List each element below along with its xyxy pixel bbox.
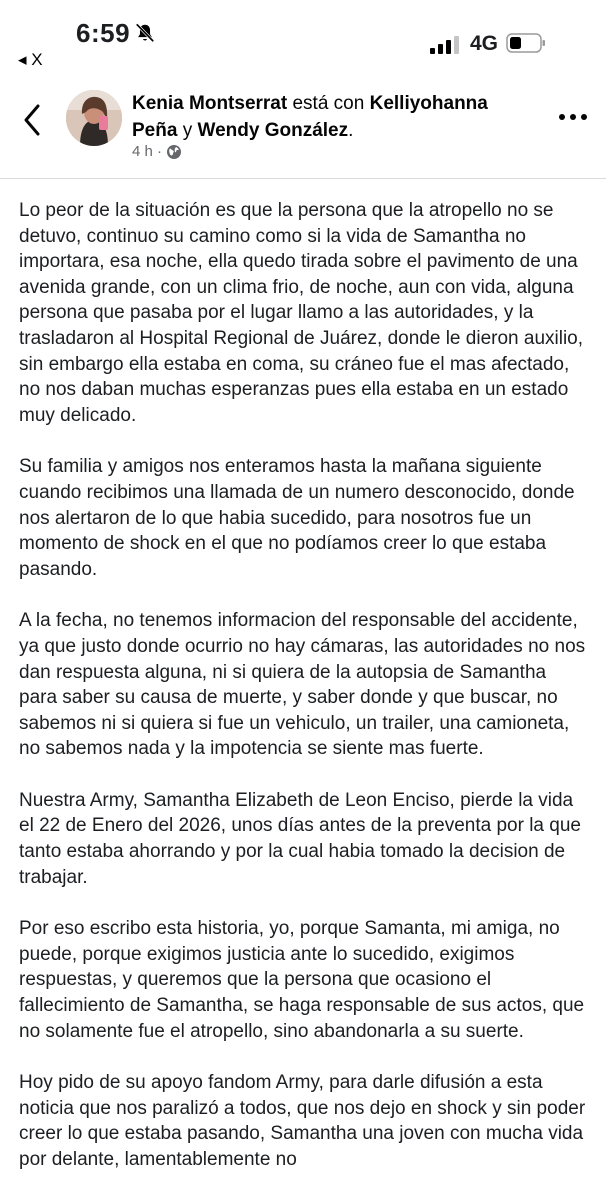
tagged-user-link-2[interactable]: Wendy González	[197, 120, 349, 141]
post-paragraph: Por eso escribo esta historia, yo, porque Samanta, mi amiga, no puede, porque exigimos justicia ante lo sucedido, exigimos respuestas, y queremos que la persona que ocasiono el fallecimiento de Samantha, se haga responsable de sus actos, que no solamente fue el atropello, sino abandonarla a su suerte.	[19, 918, 585, 1042]
post-paragraph: Hoy pido de su apoyo fandom Army, para darle difusión a esta noticia que nos paralizó a todos, que nos dejo en shock y sin poder creer lo que estaba pasando, Samantha una joven con mucha vida por delante, lamentablemente no	[19, 1072, 586, 1170]
globe-icon	[166, 144, 182, 160]
author-name-link[interactable]: Kenia Montserrat	[132, 93, 288, 114]
post-paragraph: Su familia y amigos nos enteramos hasta la mañana siguiente cuando recibimos una llamada de un numero desconocido, donde nos alertaron de lo que habia sucedido, para nosotros fue un momento de shock en el que no podíamos creer lo que estaba pasando.	[19, 456, 575, 580]
post-time[interactable]: 4 h ·	[132, 143, 163, 160]
status-time: 6:59	[76, 18, 131, 48]
post-paragraph: A la fecha, no tenemos informacion del responsable del accidente, ya que justo donde ocurrio no hay cámaras, las autoridades no nos dan respuesta alguna, ni si quiera de la autopsia de Samantha para saber su causa de muerte, y saber donde y que buscar, no sabemos ni si quiera si fue un vehiculo, un trailer, una camioneta, no sabemos nada y la impotencia se siente mas fuerte.	[19, 610, 586, 760]
status-bar	[0, 0, 606, 80]
post-paragraph: Lo peor de la situación es que la persona que la atropello no se detuvo, continuo su camino como si la vida de Samantha no importara, esa noche, ella quedo tirada sobre el pavimento de una avenida grande, con un clima frio, de noche, aun con vida, alguna persona que pasaba por el lugar llamo a las autoridades, y la trasladaron al Hospital Regional de Juárez, donde le dieron auxilio, sin embargo ella estaba en coma, su cráneo fue el mas afectado, no nos daban muchas esperanzas pues ella estaba en un estado muy delicado.	[19, 200, 584, 426]
post-body	[19, 198, 589, 1199]
battery-icon	[506, 33, 546, 53]
author-avatar[interactable]	[66, 90, 122, 146]
tagged-user-link-1[interactable]: Kelliyohanna Peña	[132, 93, 488, 141]
and-text: y	[182, 120, 193, 141]
post-meta	[132, 143, 182, 160]
title-end-punct: .	[348, 120, 354, 141]
back-chevron-icon[interactable]	[18, 100, 48, 140]
more-dots-icon[interactable]	[556, 110, 590, 124]
signal-icon	[430, 36, 462, 54]
post-header	[0, 80, 606, 179]
bell-muted-icon	[134, 22, 156, 44]
post-title	[132, 90, 532, 144]
network-type: 4G	[470, 32, 499, 55]
return-to-app-link[interactable]: ◂ X	[18, 50, 43, 69]
with-text: está con	[292, 93, 365, 114]
post-paragraph: Nuestra Army, Samantha Elizabeth de Leon Enciso, pierde la vida el 22 de Enero del 2026, unos días antes de la preventa por la que tanto estaba ahorrando y por la cual habia tomado la decision de trabajar.	[19, 789, 581, 888]
